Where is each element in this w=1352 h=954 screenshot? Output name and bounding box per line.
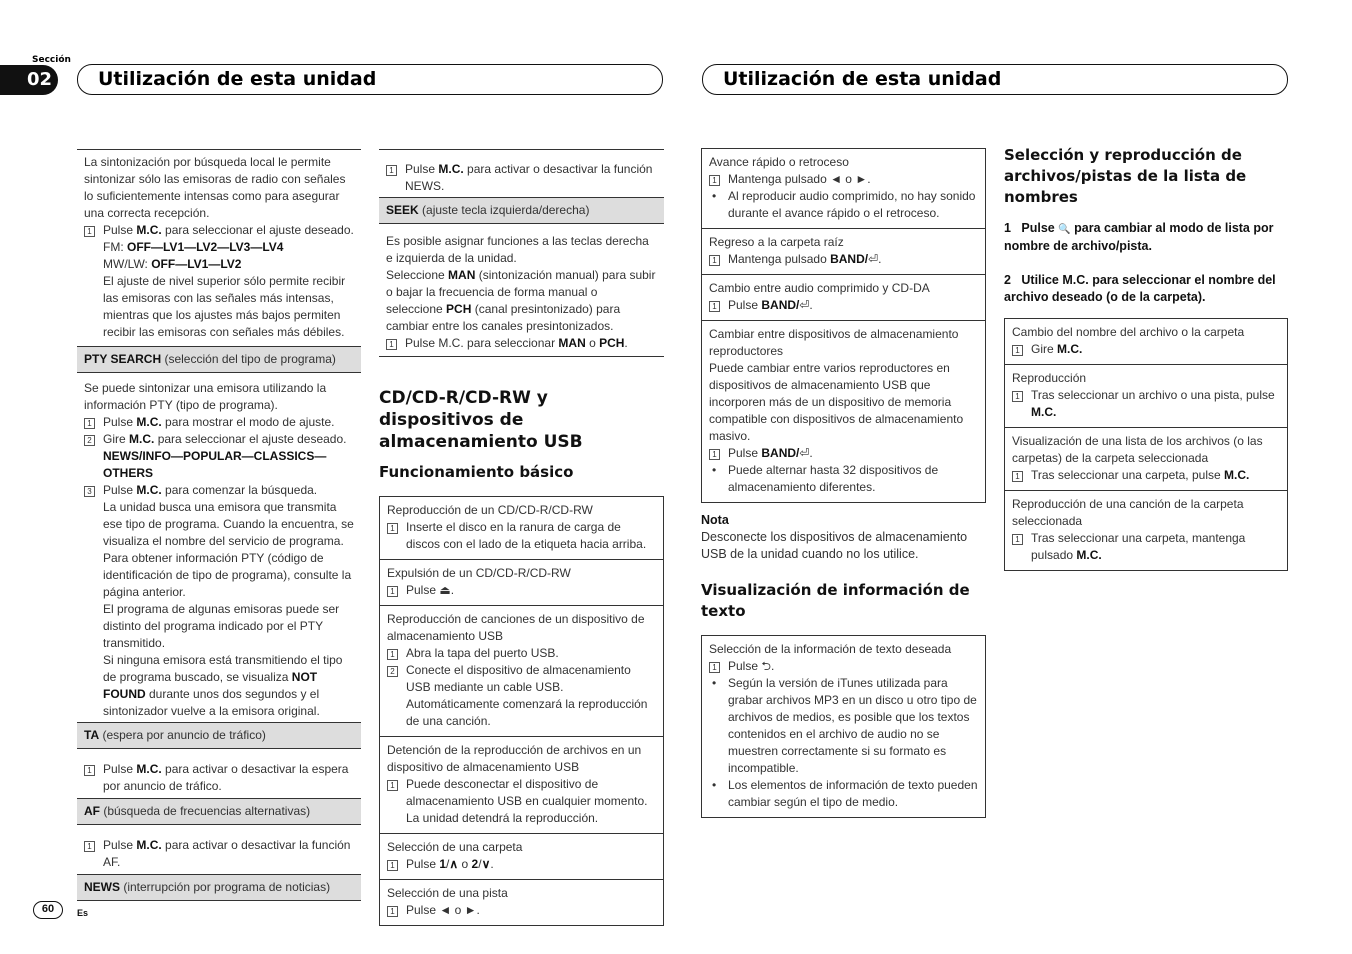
- note-heading: Nota: [701, 513, 729, 527]
- column-2: [379, 149, 664, 926]
- table-row: Cambio entre audio comprimido y CD-DA 1 Pulse BAND/⏎.: [702, 274, 985, 320]
- note-text: Desconecte los dispositivos de almacenamiento USB de la unidad cuando no los utilice.: [701, 530, 968, 561]
- fm-values: OFF—LV1—LV2—LV3—LV4: [127, 240, 284, 254]
- pty-search-header: PTY SEARCH (selección del tipo de programa): [77, 346, 361, 373]
- table-row: Reproducción de canciones de un dispositivo de almacenamiento USB 1 Abra la tapa del puerto USB. 2 Conecte el dispositivo de almacenamiento USB mediante un cable USB. Automáticamente comenzará la reproducción de una canción.: [380, 605, 663, 736]
- list-item: 1 Pulse M.C. para activar o desactivar la espera por anuncio de tráfico.: [84, 761, 354, 795]
- enter-icon: ⏎: [799, 298, 810, 312]
- table-row: Reproducción de una canción de la carpeta seleccionada 1 Tras seleccionar una carpeta, mantenga pulsado M.C.: [1005, 490, 1287, 570]
- ta-section: [77, 749, 361, 798]
- table-row: Detención de la reproducción de archivos en un dispositivo de almacenamiento USB 1 Puede desconectar el dispositivo de almacenamiento USB en cualquier momento. La unidad detendrá la reproducción.: [380, 736, 663, 833]
- local-seek-section: [77, 149, 361, 341]
- table-row: Reproducción 1 Tras seleccionar un archivo o una pista, pulse M.C.: [1005, 364, 1287, 427]
- table-row: Avance rápido o retroceso 1 Mantenga pulsado ◄ o ►. • Al reproducir audio comprimido, no hay sonido durante el avance rápido o el retroceso.: [709, 155, 976, 220]
- down-icon: ∨: [481, 857, 491, 871]
- heading-basic-operation: Funcionamiento básico: [379, 463, 574, 481]
- column-4: [1004, 145, 1288, 571]
- basic-operation-table: [379, 496, 664, 926]
- back-icon: ⮌: [761, 659, 771, 673]
- pty-search-section: Se puede sintonizar una emisora utilizando la información PTY (tipo de programa). 1 Pulse M.C. para mostrar el modo de ajuste. 2 Gire M.C. para seleccionar el ajuste deseado. NEWS/INFO—POPULAR—CLASSICS—OTHERS 3 Pulse M.C. para comenzar la búsqueda. La unidad busca una emisora que transmita ese tipo de programa. Cuando la encuentra, se visualiza el nombre del servicio de programa. Para obtener información PTY (código de identificación de tipo de programa), consulte la página anterior. El programa de algunas emisoras puede ser distinto del programa indicado por el PTY transmitido. Si ninguna emisora está transmitiendo el tipo de programa buscado, se visualiza NOT FOUND durante unos dos segundos y el sintonizador vuelve a la emisora original.: [84, 381, 354, 718]
- table-row: Selección de una carpeta 1 Pulse 1/∧ o 2/∨.: [380, 833, 663, 879]
- table-row: Expulsión de un CD/CD-R/CD-RW 1 Pulse ⏏.: [380, 559, 663, 605]
- list-item: 2 Gire M.C. para seleccionar el ajuste deseado. NEWS/INFO—POPULAR—CLASSICS—OTHERS: [84, 431, 354, 482]
- seek-section: Es posible asignar funciones a las teclas derecha e izquierda de la unidad. Seleccione MAN (sintonización manual) para subir o bajar la frecuencia de forma manual o seleccione PCH (canal presintonizado) para cambiar entre los canales presintonizados. 1 Pulse M.C. para seleccionar MAN o PCH.: [379, 224, 664, 357]
- af-header: AF (búsqueda de frecuencias alternativas): [77, 798, 361, 825]
- list-item: 1 Pulse M.C. para seleccionar MAN o PCH.: [386, 335, 657, 352]
- list-item: 1 Pulse M.C. para activar o desactivar la función AF.: [84, 837, 354, 871]
- step-1: 1 Pulse 🔍 para cambiar al modo de lista por nombre de archivo/pista.: [1004, 221, 1274, 253]
- seek-header: SEEK (ajuste tecla izquierda/derecha): [379, 197, 664, 224]
- left-arrow-icon: ◄: [439, 903, 452, 917]
- list-item: 3 Pulse M.C. para comenzar la búsqueda. La unidad busca una emisora que transmita ese tipo de programa. Cuando la encuentra, se visualiza el nombre del servicio de programa. Para obtener información PTY (código de identificación de tipo de programa), consulte la página anterior. El programa de algunas emisoras puede ser distinto del programa indicado por el PTY transmitido. Si ninguna emisora está transmitiendo el tipo de programa buscado, se visualiza NOT FOUND durante unos dos segundos y el sintonizador vuelve a la emisora original.: [84, 482, 354, 720]
- page-number: 60: [33, 901, 63, 919]
- table-row: Selección de una pista 1 Pulse ◄ o ►.: [380, 879, 663, 925]
- enter-icon: ⏎: [868, 252, 879, 266]
- section-label: Sección: [32, 55, 71, 65]
- up-icon: ∧: [449, 857, 459, 871]
- table-row: Regreso a la carpeta raíz 1 Mantenga pulsado BAND/⏎.: [702, 228, 985, 274]
- column-1: [77, 149, 361, 901]
- playback-table: [701, 148, 986, 503]
- column-3: [701, 148, 986, 818]
- page-title-right: Utilización de esta unidad: [702, 64, 1288, 95]
- table-row: Selección de la información de texto deseada 1 Pulse ⮌. • Según la versión de iTunes utilizada para grabar archivos MP3 en un disco u otro tipo de archivos de medios, es posible que los textos contenidos en el archivo de audio no se muestren correctamente si su formato es incompatible. • Los elementos de información de texto pueden cambiar según el tipo de medio.: [709, 642, 978, 809]
- left-arrow-icon: ◄: [830, 172, 842, 186]
- heading-cd-usb: CD/CD-R/CD-RW y dispositivos de almacenamiento USB: [379, 388, 583, 452]
- heading-text-info: Visualización de información de texto: [701, 581, 970, 620]
- news-section: [379, 149, 664, 197]
- list-item: 1 Pulse M.C. para activar o desactivar la función NEWS.: [386, 161, 657, 195]
- step-number: 1: [84, 222, 103, 341]
- eject-icon: ⏏: [439, 583, 451, 597]
- section-number-badge: 02: [0, 65, 58, 95]
- pty-values: NEWS/INFO—POPULAR—CLASSICS—OTHERS: [103, 449, 327, 480]
- table-row: Cambio del nombre del archivo o la carpeta 1 Gire M.C.: [1012, 325, 1245, 356]
- af-section: [77, 825, 361, 874]
- step-2: 2 Utilice M.C. para seleccionar el nombre del archivo deseado (o de la carpeta).: [1004, 273, 1276, 304]
- right-arrow-icon: ►: [464, 903, 477, 917]
- name-list-table: [1004, 318, 1288, 571]
- text-info-table: [701, 635, 986, 818]
- page-title-left: Utilización de esta unidad: [77, 64, 663, 95]
- right-arrow-icon: ►: [855, 172, 868, 186]
- table-row: Reproducción de un CD/CD-R/CD-RW 1 Inserte el disco en la ranura de carga de discos con el lado de la etiqueta hacia arriba.: [387, 503, 647, 551]
- table-row: Visualización de una lista de los archivos (o las carpetas) de la carpeta seleccionada 1 Tras seleccionar una carpeta, pulse M.C.: [1005, 427, 1287, 490]
- heading-name-list: Selección y reproducción de archivos/pistas de la lista de nombres: [1004, 146, 1247, 206]
- table-row: Cambiar entre dispositivos de almacenamiento reproductores Puede cambiar entre varios reproductores en dispositivos de almacenamiento USB que incorporen más de un dispositivo de memoria compatible con dispositivos de almacenamiento masivo. 1 Pulse BAND/⏎. • Puede alternar hasta 32 dispositivos de almacenamiento diferentes.: [702, 320, 985, 502]
- mw-values: OFF—LV1—LV2: [151, 257, 242, 271]
- enter-icon: ⏎: [799, 446, 810, 460]
- list-item: 1 Pulse M.C. para mostrar el modo de ajuste.: [84, 414, 354, 431]
- list-item: 1 Pulse M.C. para seleccionar el ajuste deseado. FM: OFF—LV1—LV2—LV3—LV4 MW/LW: OFF—LV1—LV2 El ajuste de nivel superior sólo permite recibir las emisoras con las señales más intensas, mientras que los ajustes más bajos permiten recibir las emisoras con señales más débiles.: [84, 222, 354, 341]
- ta-header: TA (espera por anuncio de tráfico): [77, 722, 361, 749]
- news-header: NEWS (interrupción por programa de noticias): [77, 874, 361, 901]
- language-code: Es: [77, 908, 89, 918]
- search-icon: 🔍: [1058, 224, 1071, 235]
- local-seek-intro: La sintonización por búsqueda local le permite sintonizar sólo las emisoras de radio con señales lo suficientemente intensas como para asegurar una correcta recepción.: [84, 155, 346, 220]
